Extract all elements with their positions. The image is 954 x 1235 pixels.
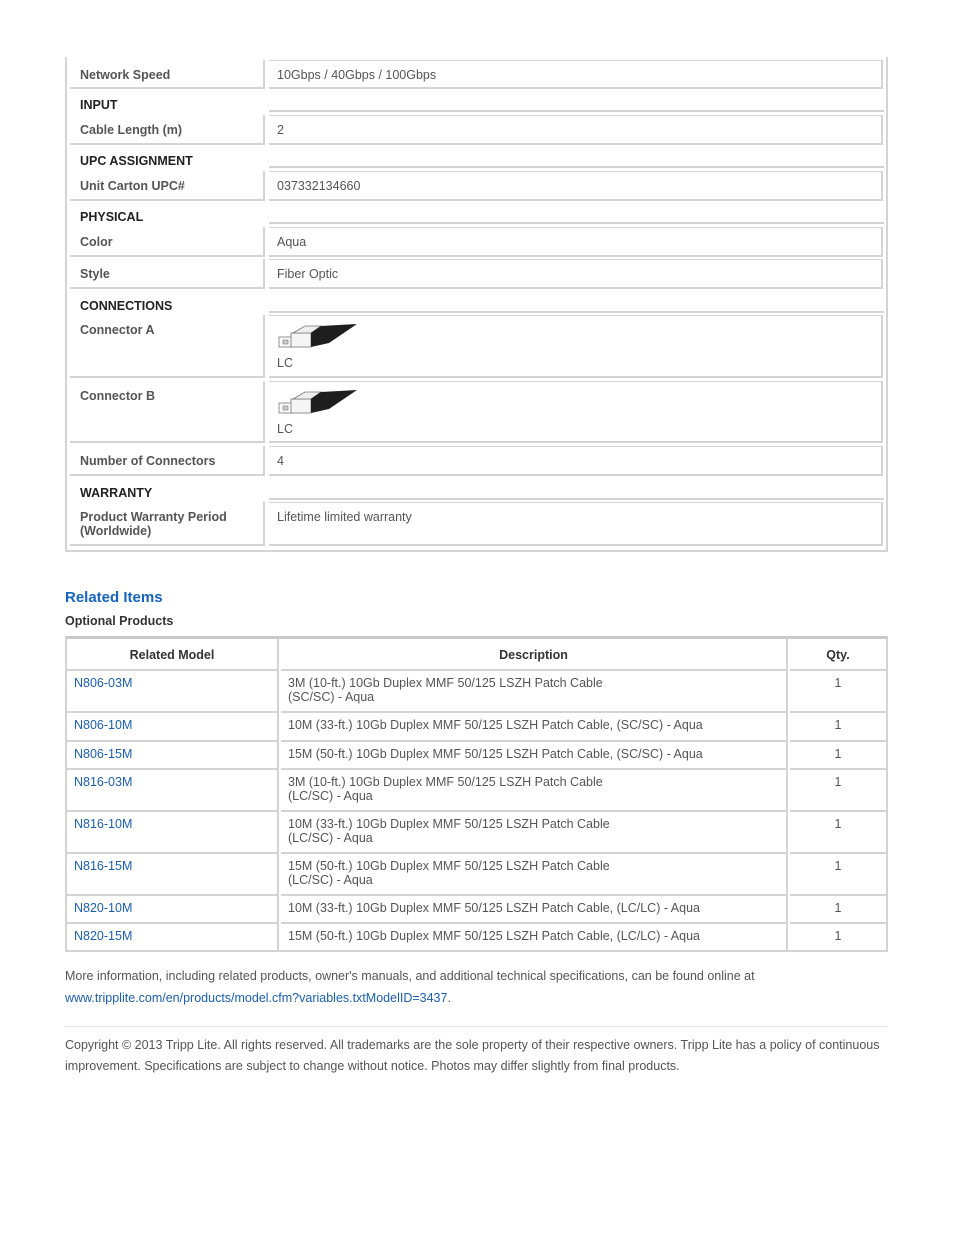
section-heading-warranty (70, 478, 884, 500)
row-description-line: 10M (33-ft.) 10Gb Duplex MMF 50/125 LSZH Patch Cable (288, 817, 610, 831)
spec-label-connector-a: Connector A (70, 315, 265, 378)
section-heading-warranty-text: WARRANTY (80, 486, 153, 500)
row-description-line: 15M (50-ft.) 10Gb Duplex MMF 50/125 LSZH Patch Cable (288, 859, 610, 873)
spec-label-number-of-connectors: Number of Connectors (70, 446, 265, 476)
spec-value-network-speed: 10Gbps / 40Gbps / 100Gbps (269, 60, 883, 89)
row-description (281, 671, 788, 713)
related-model-link[interactable]: N806-10M (74, 718, 133, 732)
spec-label-connector-b: Connector B (70, 381, 265, 443)
lc-connector-icon (277, 389, 359, 423)
related-model-link[interactable]: N816-03M (74, 775, 133, 789)
section-heading-connections-text: CONNECTIONS (80, 299, 173, 313)
spec-value-warranty-period: Lifetime limited warranty (269, 502, 883, 546)
table-row (67, 671, 279, 713)
section-heading-input-text: INPUT (80, 98, 118, 112)
row-description-line: (SC/SC) - Aqua (288, 690, 375, 704)
row-description (281, 924, 788, 950)
specifications-table (65, 57, 888, 552)
row-description (281, 854, 788, 896)
spec-value-connector-b (269, 381, 883, 443)
column-header-description: Description (281, 639, 788, 671)
lc-connector-icon (277, 323, 359, 357)
row-description (281, 742, 788, 770)
table-row (67, 812, 279, 854)
product-page-link[interactable]: www.tripplite.com/en/products/model.cfm?variables.txtModelID=3437 (65, 991, 448, 1005)
spec-label-warranty-period: Product Warranty Period (Worldwide) (70, 502, 265, 546)
row-description-line: (LC/SC) - Aqua (288, 831, 373, 845)
row-description (281, 713, 788, 742)
row-description-line: 15M (50-ft.) 10Gb Duplex MMF 50/125 LSZH Patch Cable, (LC/LC) - Aqua (288, 929, 700, 943)
spec-value-color: Aqua (269, 227, 883, 257)
related-model-link[interactable]: N820-10M (74, 901, 133, 915)
spec-label-color: Color (70, 227, 265, 257)
row-qty: 1 (790, 713, 886, 742)
related-model-link[interactable]: N816-10M (74, 817, 133, 831)
section-heading-connections (70, 291, 884, 313)
related-model-link[interactable]: N806-03M (74, 676, 133, 690)
section-heading-upc-text: UPC ASSIGNMENT (80, 154, 193, 168)
row-description-line: (LC/SC) - Aqua (288, 873, 373, 887)
spec-value-connector-a (269, 315, 883, 378)
row-description (281, 896, 788, 924)
link-suffix: . (447, 991, 451, 1005)
row-description (281, 770, 788, 812)
related-model-link[interactable]: N806-15M (74, 747, 133, 761)
related-items-title: Related Items (65, 589, 163, 606)
copyright-notice: Copyright © 2013 Tripp Lite. All rights reserved. All trademarks are the sole property of their respective owners. Tripp Lite has a policy of continuous improvement. Specifications are subject to change without notice. Photos may differ slightly from final products. (65, 1038, 880, 1073)
spec-label-style: Style (70, 259, 265, 289)
related-model-link[interactable]: N820-15M (74, 929, 133, 943)
row-description-line: 15M (50-ft.) 10Gb Duplex MMF 50/125 LSZH Patch Cable, (SC/SC) - Aqua (288, 747, 703, 761)
footer-divider (65, 1026, 888, 1027)
connector-a-caption: LC (277, 356, 293, 370)
column-header-related-model: Related Model (67, 639, 279, 671)
spec-value-unit-carton-upc: 037332134660 (269, 171, 883, 201)
spec-value-number-of-connectors: 4 (269, 446, 883, 476)
row-qty: 1 (834, 929, 842, 943)
spec-label-unit-carton-upc: Unit Carton UPC# (70, 171, 265, 201)
optional-products-subtitle: Optional Products (65, 614, 174, 628)
table-row (67, 896, 279, 924)
section-heading-upc-assignment (70, 146, 884, 168)
section-heading-physical (70, 202, 884, 224)
row-qty: 1 (790, 671, 886, 713)
table-row (67, 854, 279, 896)
related-items-table (65, 636, 888, 952)
table-row (67, 924, 279, 950)
row-description-line: 10M (33-ft.) 10Gb Duplex MMF 50/125 LSZH Patch Cable, (LC/LC) - Aqua (288, 901, 700, 915)
more-information-text (65, 965, 888, 1009)
row-qty: 1 (790, 812, 886, 854)
row-qty: 1 (790, 854, 886, 896)
row-description-line: (LC/SC) - Aqua (288, 789, 373, 803)
row-description-line: 3M (10-ft.) 10Gb Duplex MMF 50/125 LSZH Patch Cable (288, 775, 603, 789)
table-row (67, 713, 279, 742)
table-row (67, 742, 279, 770)
row-description-line: 3M (10-ft.) 10Gb Duplex MMF 50/125 LSZH Patch Cable (288, 676, 603, 690)
row-description-line: 10M (33-ft.) 10Gb Duplex MMF 50/125 LSZH Patch Cable, (SC/SC) - Aqua (288, 718, 703, 732)
row-qty: 1 (790, 742, 886, 770)
row-qty: 1 (790, 770, 886, 812)
more-information-sentence: More information, including related products, owner's manuals, and additional technical specifications, can be found online at (65, 969, 755, 983)
row-description (281, 812, 788, 854)
section-heading-physical-text: PHYSICAL (80, 210, 144, 224)
column-header-qty: Qty. (790, 639, 886, 671)
section-heading-input (70, 90, 884, 112)
related-model-link[interactable]: N816-15M (74, 859, 133, 873)
connector-b-caption: LC (277, 422, 293, 436)
spec-value-cable-length: 2 (269, 115, 883, 145)
row-qty: 1 (790, 896, 886, 924)
table-row (67, 770, 279, 812)
spec-value-style: Fiber Optic (269, 259, 883, 289)
spec-label-cable-length: Cable Length (m) (70, 115, 265, 145)
spec-label-network-speed: Network Speed (70, 60, 265, 89)
